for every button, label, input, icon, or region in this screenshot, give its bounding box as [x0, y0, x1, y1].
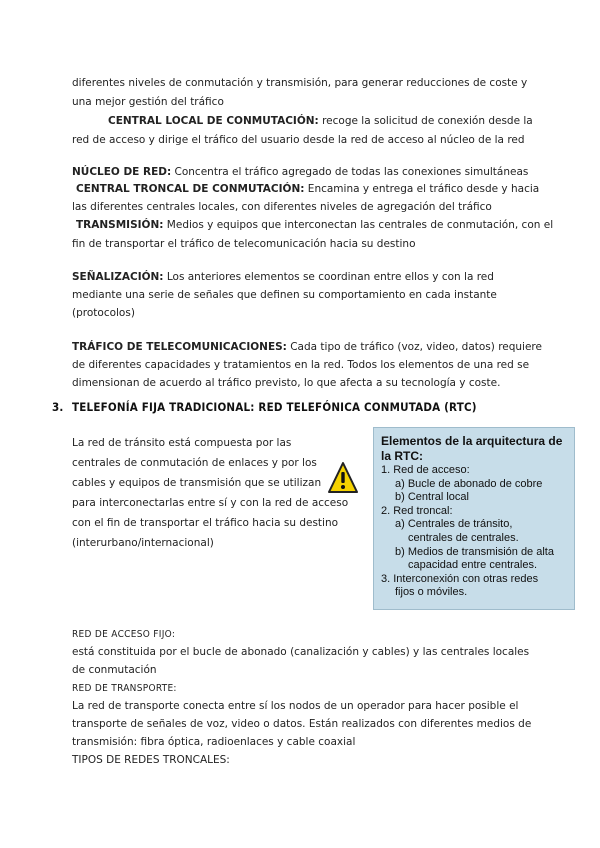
transito-line: con el fin de transportar el tráfico hacia su destino — [72, 517, 339, 529]
section-title — [52, 400, 477, 414]
central-troncal-text: Encamina y entrega el tráfico desde y hacia — [304, 183, 540, 195]
senalizacion-text: Los anteriores elementos se coordinan entre ellos y con la red — [163, 271, 494, 283]
trafico-term: TRÁFICO DE TELECOMUNICACIONES: — [72, 341, 287, 353]
central-local-term: CENTRAL LOCAL DE CONMUTACIÓN: — [108, 115, 319, 127]
box-item: 3. Interconexión con otras redes — [381, 572, 539, 585]
acceso-fijo-line: de conmutación — [72, 664, 157, 676]
box-subitem: fijos o móviles. — [395, 586, 468, 599]
box-title: la RTC: — [381, 449, 423, 463]
tipos-heading: TIPOS DE REDES TRONCALES: — [72, 754, 230, 766]
transito-line: La red de tránsito está compuesta por las — [72, 437, 292, 449]
senalizacion-paragraph — [72, 268, 494, 287]
trafico-paragraph — [72, 338, 542, 357]
box-subitem: capacidad entre centrales. — [408, 559, 538, 572]
acceso-fijo-line: está constituida por el bucle de abonado (canalización y cables) y las centrales locales — [72, 646, 530, 658]
intro-line: diferentes niveles de conmutación y transmisión, para generar reducciones de coste y — [72, 77, 528, 89]
nucleo-text: Concentra el tráfico agregado de todas las conexiones simultáneas — [171, 166, 529, 178]
transito-line: cables y equipos de transmisión que se utilizan — [72, 477, 322, 489]
senalizacion-line: (protocolos) — [72, 307, 135, 319]
rtc-architecture-box — [373, 427, 575, 610]
transmision-paragraph — [76, 216, 553, 235]
acceso-fijo-heading: RED DE ACCESO FIJO: — [72, 629, 176, 640]
transmision-line: fin de transportar el tráfico de telecomunicación hacia su destino — [72, 238, 416, 250]
box-subitem: a) Centrales de tránsito, — [395, 518, 513, 531]
warning-icon — [328, 461, 358, 495]
box-subitem: a) Bucle de abonado de cobre — [395, 477, 543, 490]
box-subitem: centrales de centrales. — [408, 531, 519, 544]
intro-line: una mejor gestión del tráfico — [72, 96, 224, 108]
transito-line: centrales de conmutación de enlaces y por los — [72, 457, 317, 469]
central-local-text: recoge la solicitud de conexión desde la — [318, 115, 533, 127]
central-troncal-line: las diferentes centrales locales, con diferentes niveles de agregación del tráfico — [72, 201, 492, 213]
transmision-term: TRANSMISIÓN: — [76, 219, 164, 231]
transito-line: para interconectarlas entre sí y con la red de acceso — [72, 497, 349, 509]
box-item: 2. Red troncal: — [381, 504, 453, 517]
transporte-line: transmisión: fibra óptica, radioenlaces y cable coaxial — [72, 736, 356, 748]
trafico-text: Cada tipo de tráfico (voz, video, datos) requiere — [286, 341, 542, 353]
section-title-text: TELEFONÍA FIJA TRADICIONAL: RED TELEFÓNICA CONMUTADA (RTC) — [72, 400, 477, 414]
central-troncal-paragraph — [76, 180, 539, 199]
transporte-line: transporte de señales de voz, video o datos. Están realizados con diferentes medios de — [72, 718, 532, 730]
transito-line: (interurbano/internacional) — [72, 537, 214, 549]
trafico-line: dimensionan de acuerdo al tráfico previsto, lo que afecta a su tecnología y coste. — [72, 377, 501, 389]
box-subitem: b) Central local — [395, 491, 469, 504]
nucleo-term: NÚCLEO DE RED: — [72, 166, 172, 178]
box-subitem: b) Medios de transmisión de alta — [395, 545, 554, 558]
box-item: 1. Red de acceso: — [381, 464, 470, 476]
transporte-heading: RED DE TRANSPORTE: — [72, 683, 177, 694]
central-local-paragraph — [108, 112, 533, 131]
senalizacion-term: SEÑALIZACIÓN: — [72, 271, 164, 283]
section-number: 3. — [52, 400, 64, 414]
transmision-text: Medios y equipos que interconectan las centrales de conmutación, con el — [163, 219, 554, 231]
central-troncal-term: CENTRAL TRONCAL DE CONMUTACIÓN: — [76, 183, 305, 195]
central-local-line: red de acceso y dirige el tráfico del usuario desde la red de acceso al núcleo de la red — [72, 134, 525, 146]
trafico-line: de diferentes capacidades y tratamientos en la red. Todos los elementos de una red se — [72, 359, 530, 371]
senalizacion-line: mediante una serie de señales que definen su comportamiento en cada instante — [72, 289, 497, 301]
transporte-line: La red de transporte conecta entre sí los nodos de un operador para hacer posible el — [72, 700, 519, 712]
box-title: Elementos de la arquitectura de — [381, 434, 563, 448]
